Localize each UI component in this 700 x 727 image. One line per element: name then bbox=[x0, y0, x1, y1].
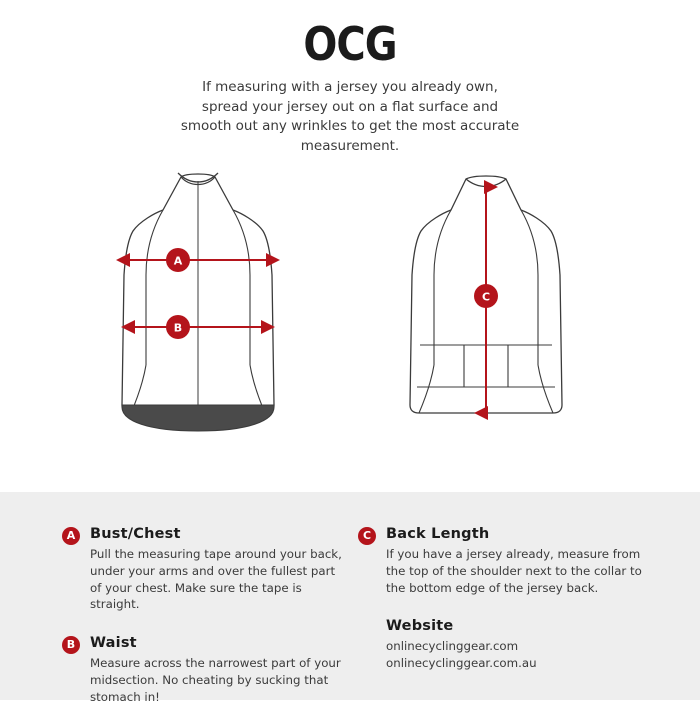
legend-item-back-length bbox=[358, 526, 648, 596]
legend-title-bust-chest: Bust/Chest bbox=[90, 526, 181, 542]
legend-title-back-length: Back Length bbox=[386, 526, 490, 542]
marker-c-label: C bbox=[481, 290, 491, 304]
legend-badge-c: C bbox=[358, 527, 376, 545]
legend-badge-b: B bbox=[62, 636, 80, 654]
legend-body-waist: Measure across the narrowest part of your midsection. No cheating by sucking that stomach in! bbox=[90, 656, 341, 704]
garment-diagram bbox=[0, 155, 700, 490]
legend-column-left bbox=[62, 526, 342, 727]
legend-item-website bbox=[358, 618, 648, 672]
legend-title-website: Website bbox=[386, 618, 454, 635]
legend-title-waist: Waist bbox=[90, 635, 137, 651]
brand-logo-text: OCG bbox=[303, 18, 397, 72]
brand-logo bbox=[0, 18, 700, 72]
website-link-com[interactable]: onlinecyclinggear.com bbox=[386, 639, 519, 654]
marker-b-label: B bbox=[173, 321, 183, 335]
front-view bbox=[122, 173, 274, 431]
legend-column-right bbox=[358, 526, 648, 694]
legend-body-bust-chest: Pull the measuring tape around your back, under your arms and over the fullest part of your chest. Make sure the tape is straight. bbox=[90, 547, 342, 612]
legend-badge-a: A bbox=[62, 527, 80, 545]
back-view bbox=[410, 176, 562, 413]
marker-a-label: A bbox=[173, 254, 183, 268]
intro-text: If measuring with a jersey you already own, spread your jersey out on a flat surface and smooth out any wrinkles to get the most accurate measurement. bbox=[180, 79, 520, 154]
legend-panel bbox=[0, 492, 700, 704]
legend-body-back-length: If you have a jersey already, measure from the top of the shoulder next to the collar to the bottom edge of the jersey back. bbox=[386, 547, 642, 595]
legend-item-bust-chest bbox=[62, 526, 342, 613]
website-link-com-au[interactable]: onlinecyclinggear.com.au bbox=[386, 656, 537, 671]
legend-item-waist bbox=[62, 635, 342, 705]
